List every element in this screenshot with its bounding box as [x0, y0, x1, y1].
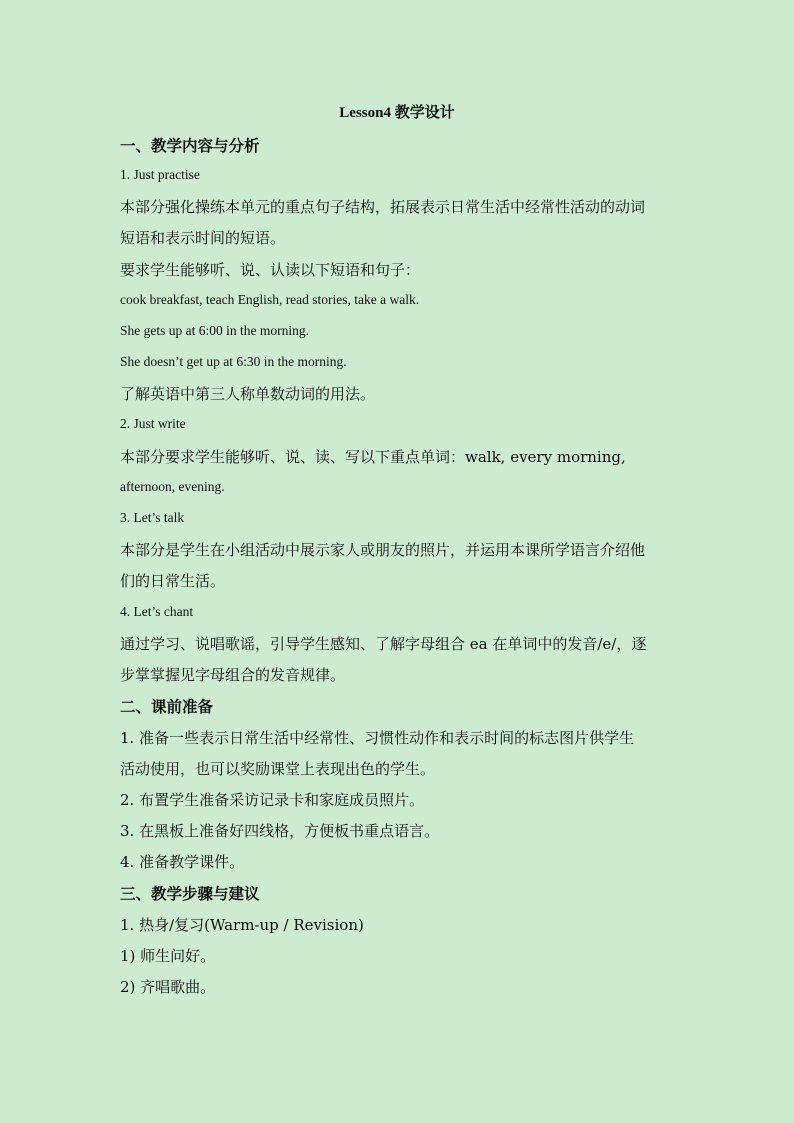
list-item: 2. 布置学生准备采访记录卡和家庭成员照片。: [120, 791, 425, 809]
paragraph-line: 通过学习、说唱歌谣，引导学生感知、了解字母组合 ea 在单词中的发音/e/，逐: [120, 635, 647, 653]
item-title-just-practise: 1. Just practise: [120, 167, 200, 182]
paragraph-line: 们的日常生活。: [120, 572, 226, 590]
sub-step-item: 2) 齐唱歌曲。: [120, 978, 216, 996]
example-sentence: She doesn’t get up at 6:30 in the morning.: [120, 354, 347, 369]
paragraph-line: 短语和表示时间的短语。: [120, 229, 286, 247]
section-heading-preparation: 二、课前准备: [120, 697, 214, 716]
paragraph-line: afternoon, evening.: [120, 479, 225, 494]
item-title-lets-chant: 4. Let’s chant: [120, 604, 194, 619]
phrase-list: cook breakfast, teach English, read stories, take a walk.: [120, 292, 420, 307]
section-heading-steps: 三、教学步骤与建议: [120, 884, 260, 903]
section-heading-content-analysis: 一、教学内容与分析: [120, 136, 260, 155]
list-item: 3. 在黑板上准备好四线格，方便板书重点语言。: [120, 822, 440, 840]
sub-step-item: 1) 师生问好。: [120, 947, 216, 965]
paragraph-line: 步掌掌握见字母组合的发音规律。: [120, 666, 346, 684]
paragraph-line: 本部分是学生在小组活动中展示家人或朋友的照片，并运用本课所学语言介绍他: [120, 541, 646, 559]
list-item: 4. 准备教学课件。: [120, 853, 245, 871]
paragraph-line: 了解英语中第三人称单数动词的用法。: [120, 385, 376, 403]
paragraph-line: 本部分要求学生能够听、说、读、写以下重点单词：walk, every morning,: [120, 448, 626, 466]
example-sentence: She gets up at 6:00 in the morning.: [120, 323, 309, 338]
paragraph-line: 要求学生能够听、说、认读以下短语和句子：: [120, 261, 421, 279]
item-title-just-write: 2. Just write: [120, 416, 186, 431]
item-title-lets-talk: 3. Let’s talk: [120, 510, 185, 525]
document-title: Lesson4 教学设计: [339, 105, 455, 121]
paragraph-line: 本部分强化操练本单元的重点句子结构，拓展表示日常生活中经常性活动的动词: [120, 198, 646, 216]
list-item-continuation: 活动使用，也可以奖励课堂上表现出色的学生。: [120, 760, 436, 778]
list-item: 1. 准备一些表示日常生活中经常性、习惯性动作和表示时间的标志图片供学生: [120, 729, 635, 747]
step-item: 1. 热身/复习(Warm-up / Revision): [120, 916, 364, 934]
